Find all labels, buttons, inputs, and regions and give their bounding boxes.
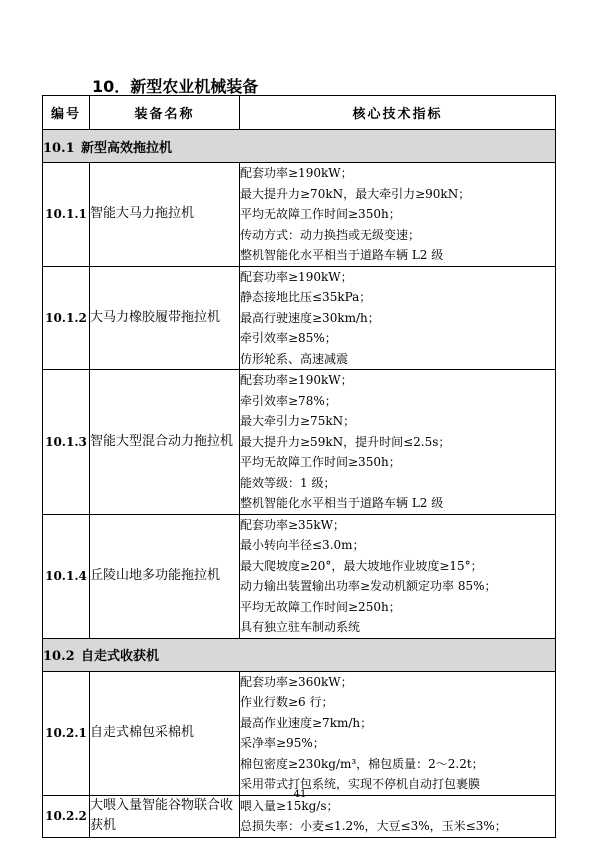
- row-specs: [240, 671, 556, 795]
- row-id: 10.1.2: [43, 266, 90, 370]
- spec-line: 最大爬坡度≥20°，最大坡地作业坡度≥15°；: [240, 558, 483, 573]
- spec-line: 动力输出装置输出功率≥发动机额定功率 85%；: [240, 579, 497, 593]
- section-id: 10.1: [43, 140, 75, 156]
- spec-line: 最大牵引力≥75kN；: [240, 414, 356, 428]
- spec-line: 牵引效率≥78%；: [240, 393, 337, 408]
- spec-line: 平均无故障工作时间≥250h；: [240, 599, 401, 614]
- spec-line: 配套功率≥35kW；: [240, 517, 345, 532]
- spec-line: 配套功率≥190kW；: [240, 269, 353, 284]
- spec-line: 具有独立驻车制动系统: [240, 620, 361, 634]
- row-name: 丘陵山地多功能拖拉机: [90, 514, 240, 638]
- row-id: 10.2.1: [43, 671, 90, 795]
- equipment-spec-table: [42, 95, 556, 838]
- column-header-id: 编号: [43, 96, 90, 130]
- row-specs: [240, 266, 556, 370]
- section-row-tractors: [43, 130, 556, 163]
- row-name: 智能大型混合动力拖拉机: [90, 370, 240, 515]
- row-name: 自走式棉包采棉机: [90, 671, 240, 795]
- spec-line: 能效等级：1 级；: [240, 475, 336, 490]
- table-row: [43, 795, 556, 837]
- spec-line: 整机智能化水平相当于道路车辆 L2 级: [240, 248, 444, 262]
- row-specs: [240, 163, 556, 267]
- spec-line: 牵引效率≥85%；: [240, 331, 337, 345]
- page-title: 10．新型农业机械装备: [92, 77, 259, 96]
- section-id: 10.2: [43, 649, 75, 664]
- row-id: 10.1.3: [43, 370, 90, 515]
- row-specs: [240, 795, 556, 837]
- section-title: 自走式收获机: [81, 649, 160, 664]
- column-header-specs: 核心技术指标: [240, 96, 556, 130]
- table-row: [43, 514, 556, 638]
- spec-line: 传动方式：动力换挡或无级变速；: [240, 227, 421, 242]
- row-id: 10.1.1: [43, 163, 90, 267]
- row-name: 大喂入量智能谷物联合收获机: [90, 795, 240, 837]
- spec-line: 配套功率≥190kW；: [240, 373, 353, 387]
- row-name: 智能大马力拖拉机: [90, 163, 240, 267]
- spec-line: 平均无故障工作时间≥350h；: [240, 207, 401, 221]
- table-header-row: [43, 96, 556, 130]
- row-specs: [240, 370, 556, 515]
- row-id: 10.1.4: [43, 514, 90, 638]
- row-name: 大马力橡胶履带拖拉机: [90, 266, 240, 370]
- spec-line: 静态接地比压≤35kPa；: [240, 290, 372, 304]
- spec-line: 最小转向半径≤3.0m；: [240, 538, 365, 552]
- section-title: 新型高效拖拉机: [81, 140, 173, 156]
- row-id: 10.2.2: [43, 795, 90, 837]
- spec-line: 平均无故障工作时间≥350h；: [240, 455, 401, 469]
- spec-line: 最高作业速度≥7km/h；: [240, 715, 373, 730]
- spec-line: 最大提升力≥59kN，提升时间≤2.5s；: [240, 434, 451, 449]
- table-row: [43, 370, 556, 515]
- page-number: 41: [293, 789, 307, 800]
- spec-line: 总损失率：小麦≤1.2%，大豆≤3%，玉米≤3%；: [240, 819, 507, 833]
- spec-line: 最高行驶速度≥30km/h；: [240, 310, 380, 325]
- spec-line: 配套功率≥190kW；: [240, 166, 353, 180]
- spec-line: 作业行数≥6 行；: [240, 695, 334, 709]
- table-row: [43, 163, 556, 267]
- spec-line: 整机智能化水平相当于道路车辆 L2 级: [240, 496, 444, 510]
- spec-line: 配套功率≥360kW；: [240, 674, 353, 689]
- spec-line: 采用带式打包系统，实现不停机自动打包裹膜: [240, 777, 481, 791]
- spec-line: 采净率≥95%；: [240, 736, 325, 750]
- spec-line: 棉包密度≥230kg/m³，棉包质量：2～2.2t；: [240, 756, 484, 771]
- table-row: [43, 266, 556, 370]
- spec-line: 仿形轮系、高速减震: [240, 351, 349, 366]
- table-row: [43, 671, 556, 795]
- section-row-harvesters: [43, 638, 556, 671]
- spec-line: 最大提升力≥70kN，最大牵引力≥90kN；: [240, 186, 471, 201]
- row-specs: [240, 514, 556, 638]
- spec-line: 喂入量≥15kg/s；: [240, 798, 339, 813]
- column-header-name: 装备名称: [90, 96, 240, 130]
